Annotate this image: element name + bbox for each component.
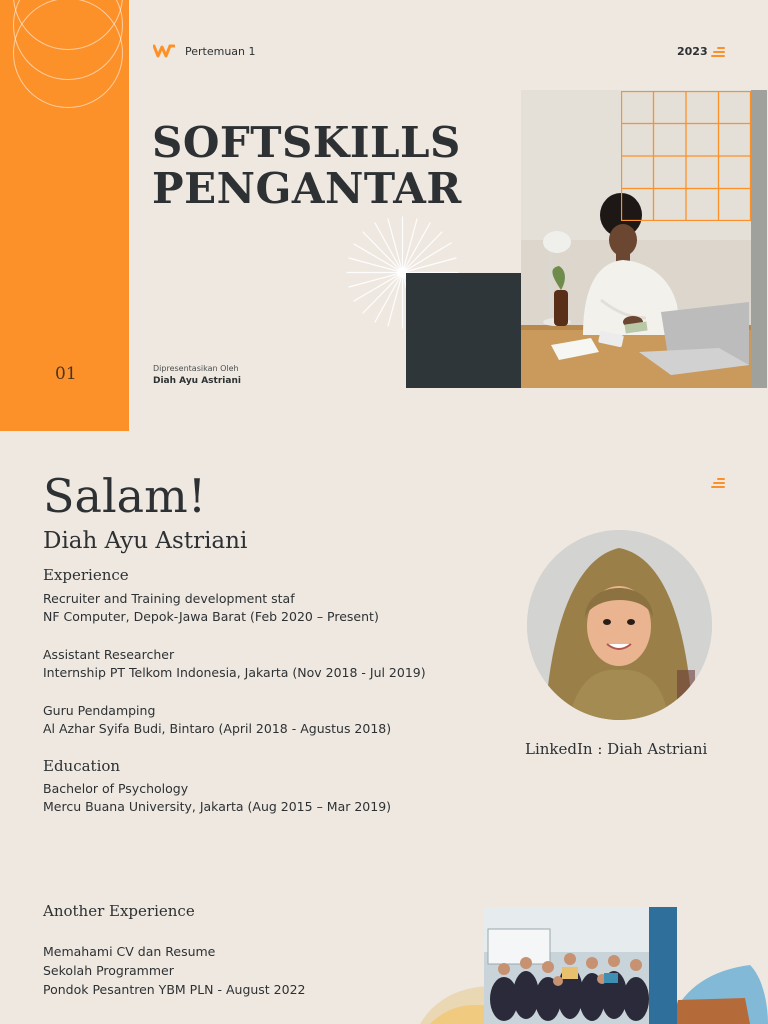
- another-experience-heading: Another Experience: [43, 902, 195, 920]
- orange-side-bar: [0, 0, 129, 431]
- experience-role: Guru Pendamping: [43, 703, 156, 718]
- linkedin-label[interactable]: LinkedIn : Diah Astriani: [525, 740, 708, 758]
- gray-strip-decoration: [751, 90, 767, 388]
- profile-photo-avatar: [527, 530, 712, 720]
- experience-role: Assistant Researcher: [43, 647, 175, 662]
- presenter-name: Diah Ayu Astriani: [153, 376, 241, 386]
- year-label: 2023: [677, 45, 708, 58]
- experience-heading: Experience: [43, 566, 129, 584]
- experience-detail: Al Azhar Syifa Budi, Bintaro (April 2018 - Agustus 2018): [43, 721, 392, 736]
- profile-name: Diah Ayu Astriani: [43, 528, 248, 554]
- list-item: Pondok Pesantren YBM PLN - August 2022: [43, 982, 306, 997]
- dark-square-decoration: [406, 273, 521, 388]
- list-item: Memahami CV dan Resume: [43, 944, 216, 959]
- title-slide: [0, 0, 768, 431]
- experience-detail: NF Computer, Depok-Jawa Barat (Feb 2020 – Present): [43, 609, 379, 624]
- group-photo: [484, 907, 677, 1024]
- slide-number: 01: [55, 364, 77, 384]
- brand-logo-icon: [153, 43, 175, 59]
- education-school: Mercu Buana University, Jakarta (Aug 2015 – Mar 2019): [43, 799, 392, 814]
- presentation-title: [152, 120, 462, 212]
- menu-lines-icon: [711, 47, 725, 57]
- grid-decoration: [621, 91, 751, 221]
- title-line-2: PENGANTAR: [152, 164, 462, 213]
- greeting-heading: Salam!: [43, 469, 207, 523]
- title-line-1: SOFTSKILLS: [152, 118, 461, 167]
- presented-by-label: Dipresentasikan Oleh: [153, 364, 239, 373]
- list-item: Sekolah Programmer: [43, 963, 174, 978]
- decorative-ring: [13, 0, 123, 108]
- meeting-label: Pertemuan 1: [185, 45, 256, 58]
- education-degree: Bachelor of Psychology: [43, 781, 189, 796]
- menu-lines-icon: [711, 478, 725, 488]
- experience-detail: Internship PT Telkom Indonesia, Jakarta (Nov 2018 - Jul 2019): [43, 665, 426, 680]
- education-heading: Education: [43, 757, 121, 775]
- experience-role: Recruiter and Training development staf: [43, 591, 295, 606]
